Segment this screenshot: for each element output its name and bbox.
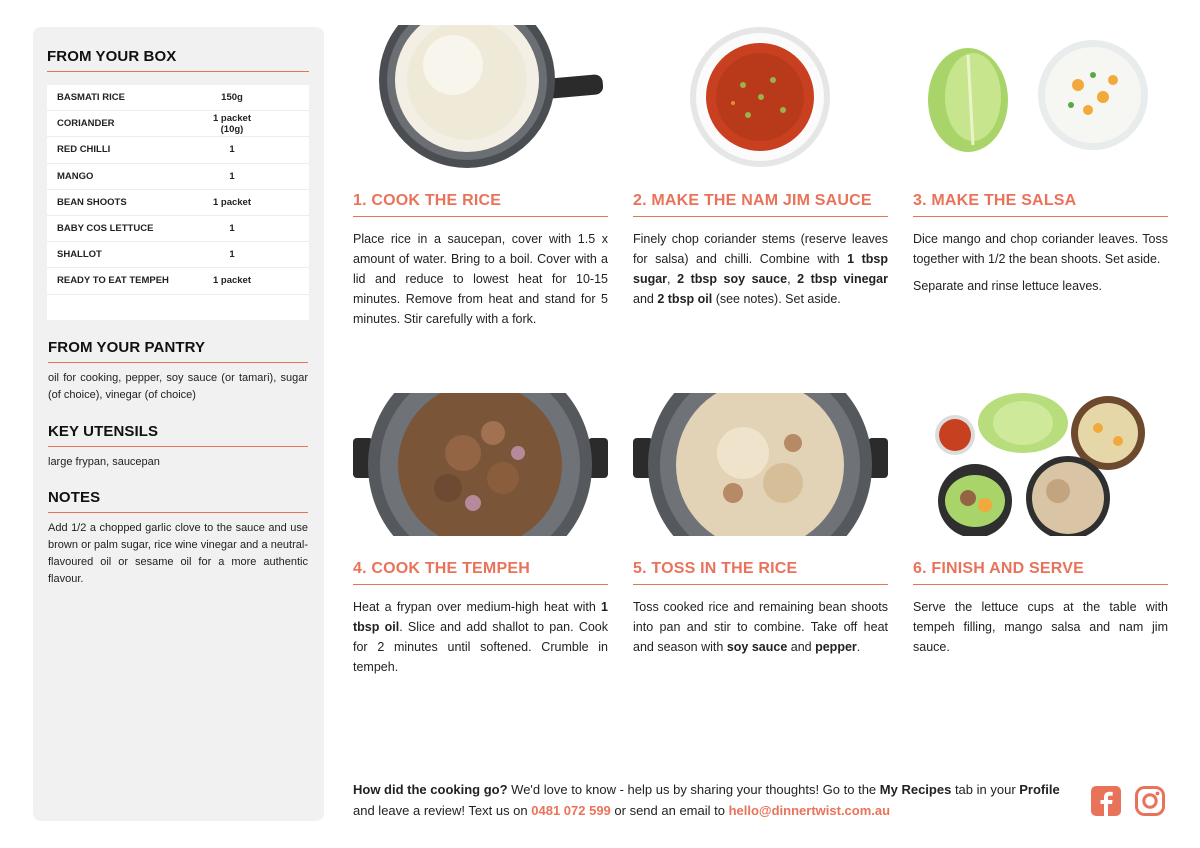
utensils-title: KEY UTENSILS xyxy=(48,423,159,440)
ingredient-name: READY TO EAT TEMPEH xyxy=(57,275,169,287)
ingredient-qty: 150g xyxy=(221,92,243,104)
step-6 xyxy=(913,393,1168,657)
notes-title: NOTES xyxy=(48,489,101,506)
sidebar xyxy=(33,27,324,821)
ingredient-name: MANGO xyxy=(57,170,94,182)
step-1 xyxy=(353,25,608,329)
ingredient-name: BASMATI RICE xyxy=(57,92,125,104)
ingredient-name: RED CHILLI xyxy=(57,144,111,156)
from-your-pantry-section xyxy=(48,339,308,404)
step-6-title: 6. FINISH AND SERVE xyxy=(913,560,1084,577)
step-4-photo xyxy=(353,393,608,536)
divider xyxy=(633,584,888,585)
instagram-icon[interactable] xyxy=(1134,785,1166,817)
key-utensils-section xyxy=(48,423,308,471)
divider xyxy=(353,216,608,217)
ingredient-qty: 1 xyxy=(229,144,235,156)
step-1-title: 1. COOK THE RICE xyxy=(353,192,502,209)
divider xyxy=(47,71,309,72)
ingredient-qty: 1 packet xyxy=(212,275,252,287)
footer-heading: How did the cooking go? xyxy=(353,782,508,797)
step-6-text: Serve the lettuce cups at the table with tempeh filling, mango salsa and nam jim sauce. xyxy=(913,600,1168,654)
ingredient-qty: 1 packet (10g) xyxy=(212,112,252,135)
divider xyxy=(913,584,1168,585)
profile-label: Profile xyxy=(1019,782,1060,797)
ingredient-qty: 1 xyxy=(229,170,235,182)
ingredient-name: BEAN SHOOTS xyxy=(57,196,127,208)
divider xyxy=(913,216,1168,217)
step-3-title: 3. MAKE THE SALSA xyxy=(913,192,1077,209)
step-2 xyxy=(633,25,888,309)
notes-section xyxy=(48,489,308,588)
ingredient-name: SHALLOT xyxy=(57,249,102,261)
from-your-box-section xyxy=(47,48,309,72)
ingredient-row xyxy=(47,111,309,137)
facebook-icon[interactable] xyxy=(1090,785,1122,817)
pantry-title: FROM YOUR PANTRY xyxy=(48,339,206,356)
email-link[interactable]: hello@dinnertwist.com.au xyxy=(728,803,891,818)
notes-text: Add 1/2 a chopped garlic clove to the sauce and use brown or palm sugar, rice wine vinegar and a neutral-flavoured oil or sesame oil for a more authentic flavour. xyxy=(48,522,308,585)
ingredient-name: BABY COS LETTUCE xyxy=(57,223,154,235)
ingredient-name: CORIANDER xyxy=(57,118,115,130)
ingredient-row xyxy=(47,216,309,242)
step-2-title: 2. MAKE THE NAM JIM SAUCE xyxy=(633,192,872,209)
divider xyxy=(353,584,608,585)
divider xyxy=(633,216,888,217)
from-your-box-title: FROM YOUR BOX xyxy=(47,48,177,65)
step-5-title: 5. TOSS IN THE RICE xyxy=(633,560,798,577)
step-3-photo xyxy=(913,25,1168,168)
ingredient-qty: 1 xyxy=(229,249,235,261)
step-1-text: Place rice in a saucepan, cover with 1.5 x amount of water. Bring to a boil. Cover with a lid and reduce to lowest heat for 10-15 minutes. Remove from heat and stand for 5 minutes. Stir carefully with a fork. xyxy=(353,232,608,326)
step-4-text: Heat a frypan over medium-high heat with 1 tbsp oil. Slice and add shallot to pan. Cook for 2 minutes until softened. Crumble in tempeh. xyxy=(353,600,608,674)
my-recipes-label: My Recipes xyxy=(879,782,952,797)
step-5 xyxy=(633,393,888,657)
divider xyxy=(48,362,308,363)
step-1-photo xyxy=(353,25,608,168)
step-4 xyxy=(353,393,608,677)
ingredient-row xyxy=(47,85,309,111)
step-6-photo xyxy=(913,393,1168,536)
divider xyxy=(48,512,308,513)
step-2-photo xyxy=(633,25,888,168)
utensils-text: large frypan, saucepan xyxy=(48,456,160,468)
phone-number[interactable]: 0481 072 599 xyxy=(531,803,611,818)
pantry-text: oil for cooking, pepper, soy sauce (or tamari), sugar (of choice), vinegar (of choice) xyxy=(48,372,308,401)
divider xyxy=(48,446,308,447)
ingredient-qty: 1 xyxy=(229,223,235,235)
step-2-text: Finely chop coriander stems (reserve leaves for salsa) and chilli. Combine with 1 tbsp sugar, 2 tbsp soy sauce, 2 tbsp vinegar and 2 tbsp oil (see notes). Set aside. xyxy=(633,232,888,306)
step-5-text: Toss cooked rice and remaining bean shoots into pan and stir to combine. Take off heat and season with soy sauce and pepper. xyxy=(633,600,888,654)
step-3 xyxy=(913,25,1168,296)
ingredient-row xyxy=(47,137,309,163)
step-3-text: Dice mango and chop coriander leaves. Toss together with 1/2 the bean shoots. Set aside. Separate and rinse lettuce leaves. xyxy=(913,232,1168,293)
ingredient-row xyxy=(47,242,309,268)
feedback-footer: How did the cooking go? We'd love to know - help us by sharing your thoughts! Go to the My Recipes tab in your Profile and leave a review! Text us on 0481 072 599 or send an email to hello@dinnertwist.com.au xyxy=(353,782,1060,818)
step-5-photo xyxy=(633,393,888,536)
ingredients-table xyxy=(47,85,309,320)
ingredient-row xyxy=(47,190,309,216)
ingredient-qty: 1 packet xyxy=(212,196,252,208)
ingredient-row xyxy=(47,268,309,294)
ingredient-row xyxy=(47,164,309,190)
step-4-title: 4. COOK THE TEMPEH xyxy=(353,560,530,577)
